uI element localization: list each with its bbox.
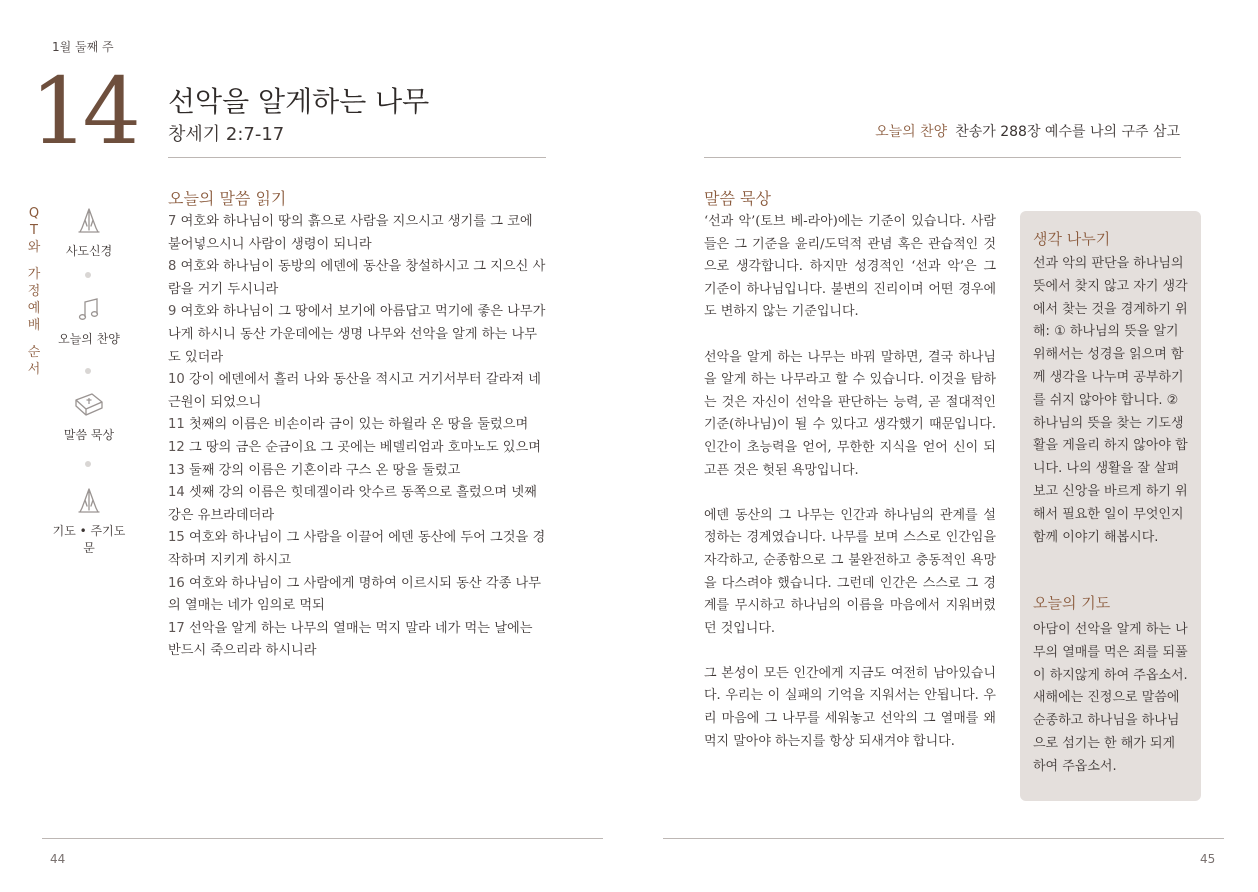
step-meditation [52, 390, 126, 443]
vertical-section-title: Q T 와 가 정 예 배 순 서 [27, 206, 41, 377]
verse: 16 여호와 하나님이 그 사람에게 명하여 이르시되 동산 각종 나무의 열매는 네가 임의로 먹되 [168, 575, 541, 614]
hymn-divider [704, 157, 1181, 158]
verse: 9 여호와 하나님이 그 땅에서 보기에 아름답고 먹기에 좋은 나무가 나게 하시니 동산 가운데에는 생명 나무와 선악을 알게 하는 나무도 있더라 [168, 304, 546, 365]
footer-divider-right [663, 838, 1224, 839]
verse: 14 셋째 강의 이름은 힛데겔이라 앗수르 동쪽으로 흘렀으며 넷째 강은 유브라데더라 [168, 485, 537, 523]
prayer-heading: 오늘의 기도 [1033, 594, 1111, 612]
step-label: 말씀 묵상 [63, 428, 115, 442]
hymn-title: 찬송가 288장 예수를 나의 구주 삼고 [955, 124, 1180, 140]
verse: 12 그 땅의 금은 순금이요 그 곳에는 베델리엄과 호마노도 있으며 [168, 439, 541, 455]
prayer-text: 아담이 선악을 알게 하는 나무의 열매를 먹은 죄를 되풀이 하지않게 하여 주옵소서. 새해에는 진정으로 말씀에 순종하고 하나님을 하나님으로 섬기는 한 해가 되게 하여 주옵소서. [1033, 622, 1188, 774]
praying-hands-icon [74, 206, 104, 236]
week-label: 1월 둘째 주 [52, 40, 114, 54]
verse: 7 여호와 하나님이 땅의 흙으로 사람을 지으시고 생기를 그 코에 불어넣으시니 사람이 생령이 되니라 [168, 214, 533, 252]
verse: 17 선악을 알게 하는 나무의 열매는 먹지 말라 네가 먹는 날에는 반드시 죽으리라 하시니라 [168, 620, 533, 659]
day-number: 14 [30, 58, 136, 165]
step-separator [85, 461, 91, 467]
scripture-reference: 창세기 2:7-17 [168, 124, 285, 145]
verse: 13 둘째 강의 이름은 기혼이라 구스 온 땅을 둘렀고 [168, 462, 461, 478]
step-separator [85, 272, 91, 278]
step-label: 기도 • 주기도문 [52, 524, 126, 555]
step-label: 사도신경 [65, 244, 113, 258]
reading-heading: 오늘의 말씀 읽기 [168, 189, 287, 208]
meditation-paragraph: 선악을 알게 하는 나무는 바꿔 말하면, 결국 하나님을 알게 하는 나무라고 할 수 있습니다. 이것을 탐하는 것은 자신이 선악을 판단하는 능력, 곧 절대적인 기준(하나님)이 될 수 있다고 생각했기 때문입니다. 인간이 초능력을 얻어, 무한한 지식을 얻어 신이 되고픈 것은 헛된 욕망입니다. [704, 349, 996, 478]
step-apostles-creed [52, 206, 126, 259]
praying-hands-icon [74, 486, 104, 516]
page-number-left: 44 [50, 852, 66, 866]
page-number-right: 45 [1200, 852, 1216, 866]
title-divider [168, 157, 546, 158]
share-heading: 생각 나누기 [1033, 230, 1111, 248]
meditation-text [704, 211, 996, 776]
step-separator [85, 368, 91, 374]
hymn-label: 오늘의 찬양 [875, 124, 948, 140]
step-label: 오늘의 찬양 [58, 332, 120, 346]
share-text: 선과 악의 판단을 하나님의 뜻에서 찾지 않고 자기 생각에서 찾는 것을 경계하기 위해: ① 하나님의 뜻을 알기 위해서는 성경을 읽으며 함께 생각을 나누며 공부하기를 쉬지 않아야 합니다. ② 하나님의 뜻을 찾는 기도생활을 게을리 하지 않아야 합니다. 나의 생활을 잘 살펴보고 신앙을 바르게 하기 위해서 필요한 일이 무엇인지 함께 이야기 해봅시다. [1033, 256, 1188, 545]
meditation-heading: 말씀 묵상 [704, 189, 771, 208]
step-prayer [52, 486, 126, 556]
step-todays-hymn [52, 296, 126, 347]
reflection-box [1020, 211, 1201, 801]
footer-divider-left [42, 838, 603, 839]
page-title: 선악을 알게하는 나무 [168, 85, 430, 118]
verse: 10 강이 에덴에서 흘러 나와 동산을 적시고 거기서부터 갈라져 네 근원이 되었으니 [168, 372, 541, 410]
bible-icon [72, 390, 106, 420]
meditation-paragraph: 그 본성이 모든 인간에게 지금도 여전히 남아있습니다. 우리는 이 실패의 기억을 지워서는 안됩니다. 우리 마음에 그 나무를 세워놓고 선악의 그 열매를 왜 먹지 말아야 하는지를 항상 되새겨야 합니다. [704, 665, 996, 749]
verse: 8 여호와 하나님이 동방의 에덴에 동산을 창설하시고 그 지으신 사람을 거기 두시니라 [168, 259, 546, 297]
verse: 11 첫째의 이름은 비손이라 금이 있는 하윌라 온 땅을 둘렀으며 [168, 417, 529, 433]
todays-hymn [875, 121, 1180, 141]
music-note-icon [76, 296, 102, 324]
meditation-paragraph: ‘선과 악’(토브 베-라아)에는 기준이 있습니다. 사람들은 그 기준을 윤리/도덕적 관념 혹은 관습적인 것으로 생각합니다. 하지만 성경적인 ‘선과 악’은 그 기준이 하나님입니다. 불변의 진리이며 어떤 경우에도 변하지 않는 기준입니다. [704, 214, 996, 320]
verse: 15 여호와 하나님이 그 사람을 이끌어 에덴 동산에 두어 그것을 경작하며 지키게 하시고 [168, 530, 546, 568]
scripture-reading [168, 211, 548, 663]
meditation-paragraph: 에덴 동산의 그 나무는 인간과 하나님의 관계를 설정하는 경계였습니다. 나무를 보며 스스로 인간임을 자각하고, 순종함으로 그 불완전하고 충동적인 욕망을 다스려야 했습니다. 그런데 인간은 스스로 그 경계를 무시하고 하나님의 이름을 마음에서 지워버렸던 것입니다. [704, 507, 996, 636]
